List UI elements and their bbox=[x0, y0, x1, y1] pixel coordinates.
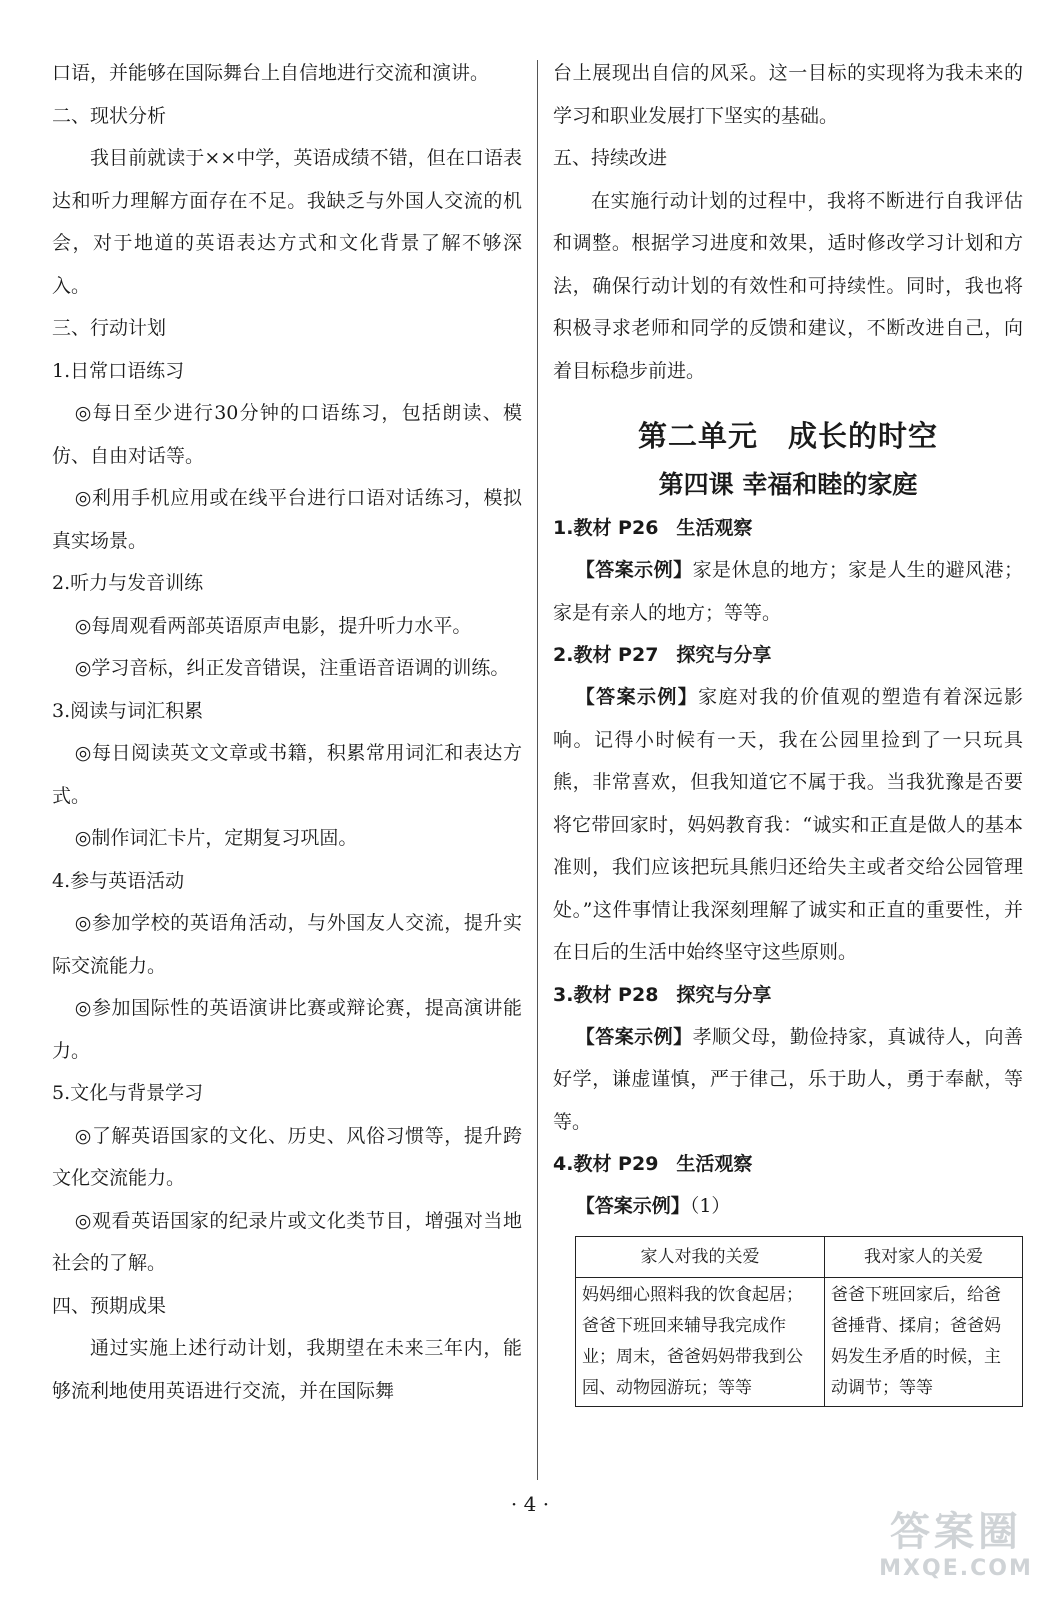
section-heading-improve: 五、持续改进 bbox=[553, 147, 668, 169]
lesson-title: 第四课 幸福和睦的家庭 bbox=[658, 470, 918, 499]
section-heading-plan: 三、行动计划 bbox=[52, 317, 167, 339]
plan-item: ◎学习音标，纠正发音错误，注重语音语调的训练。 bbox=[74, 657, 510, 679]
plan-title: 4.参与英语活动 bbox=[52, 869, 185, 892]
watermark-url: MXQE.COM bbox=[879, 1556, 1033, 1581]
exercise-heading bbox=[553, 634, 1023, 676]
exercise-topic: 探究与分享 bbox=[676, 983, 772, 1006]
exercise-ref: 4.教材 P29 bbox=[553, 1153, 659, 1175]
plan-item: ◎每日至少进行30分钟的口语练习，包括朗读、模仿、自由对话等。 bbox=[52, 402, 522, 467]
plan-item: ◎利用手机应用或在线平台进行口语对话练习，模拟真实场景。 bbox=[52, 487, 522, 552]
continuous-improvement-body: 在实施行动计划的过程中，我将不断进行自我评估和调整。根据学习进度和效果，适时修改学习计划和方法，确保行动计划的有效性和可持续性。同时，我也将积极寻求老师和同学的反馈和建议，不断改进自己，向着目标稳步前进。 bbox=[553, 189, 1023, 382]
column-divider bbox=[537, 60, 538, 1480]
exercise-ref: 2.教材 P27 bbox=[553, 644, 659, 666]
plan-item: ◎每周观看两部英语原声电影，提升听力水平。 bbox=[74, 614, 472, 637]
answer-tag: 【答案示例】 bbox=[575, 686, 699, 708]
table-header: 家人对我的关爱 bbox=[576, 1236, 825, 1277]
watermark-logo-text: 答案圈 bbox=[890, 1509, 1022, 1555]
section-heading-outcome: 四、预期成果 bbox=[52, 1294, 167, 1317]
page-number: · 4 · bbox=[510, 1492, 550, 1516]
plan-title: 2.听力与发音训练 bbox=[52, 572, 204, 594]
watermark bbox=[866, 1508, 1046, 1582]
exercise-heading bbox=[553, 1143, 1023, 1185]
answer-tag: 【答案示例】 bbox=[575, 1195, 690, 1217]
family-care-table bbox=[575, 1236, 1023, 1407]
table-row bbox=[576, 1277, 1023, 1406]
plan-item: ◎每日阅读英文文章或书籍，积累常用词汇和表达方式。 bbox=[52, 742, 522, 807]
answer-text: 家是休息的地方；家是人生的避风港；家是有亲人的地方；等等。 bbox=[553, 559, 1023, 624]
answer-paragraph bbox=[553, 549, 1023, 634]
answer-paragraph bbox=[553, 1016, 1023, 1144]
answer-tag: 【答案示例】 bbox=[575, 559, 693, 581]
table-header: 我对家人的关爱 bbox=[825, 1236, 1023, 1277]
plan-item: ◎观看英语国家的纪录片或文化类节目，增强对当地社会的了解。 bbox=[52, 1209, 522, 1274]
plan-item: ◎参加学校的英语角活动，与外国友人交流，提升实际交流能力。 bbox=[52, 912, 522, 977]
exercise-topic: 生活观察 bbox=[676, 1153, 753, 1175]
table-cell: 妈妈细心照料我的饮食起居；爸爸下班回来辅导我完成作业；周末，爸爸妈妈带我到公园、动物园游玩；等等 bbox=[576, 1277, 825, 1406]
answer-paragraph bbox=[553, 1185, 1023, 1228]
plan-item: ◎参加国际性的英语演讲比赛或辩论赛，提高演讲能力。 bbox=[52, 997, 522, 1062]
table-header-row bbox=[576, 1236, 1023, 1277]
plan-item: ◎了解英语国家的文化、历史、风俗习惯等，提升跨文化交流能力。 bbox=[52, 1124, 522, 1189]
table-cell: 爸爸下班回家后，给爸爸捶背、揉肩；爸爸妈妈发生矛盾的时候，主动调节；等等 bbox=[825, 1277, 1023, 1406]
answer-text: 孝顺父母，勤俭持家，真诚待人，向善好学，谦虚谨慎，严于律己，乐于助人，勇于奉献，等等。 bbox=[553, 1025, 1023, 1133]
answer-text: 家庭对我的价值观的塑造有着深远影响。记得小时候有一天，我在公园里捡到了一只玩具熊，非常喜欢，但我知道它不属于我。当我犹豫是否要将它带回家时，妈妈教育我：“诚实和正直是做人的基本准则，我们应该把玩具熊归还给失主或者交给公园管理处。”这件事情让我深刻理解了诚实和正直的重要性，并在日后的生活中始终坚守这些原则。 bbox=[553, 686, 1023, 963]
answer-tag: 【答案示例】 bbox=[575, 1025, 693, 1048]
plan-title: 1.日常口语练习 bbox=[52, 359, 185, 382]
exercise-ref: 3.教材 P28 bbox=[553, 983, 659, 1006]
right-column bbox=[553, 52, 1023, 1407]
section-heading-status: 二、现状分析 bbox=[52, 104, 167, 127]
intro-continuation: 口语，并能够在国际舞台上自信地进行交流和演讲。 bbox=[52, 62, 490, 84]
expected-outcome-body: 通过实施上述行动计划，我期望在未来三年内，能够流利地使用英语进行交流，并在国际舞 bbox=[52, 1337, 522, 1402]
answer-text: （1） bbox=[689, 1195, 731, 1217]
exercise-topic: 探究与分享 bbox=[676, 644, 772, 666]
exercise-topic: 生活观察 bbox=[676, 517, 753, 539]
left-column bbox=[52, 52, 522, 1412]
plan-title: 3.阅读与词汇积累 bbox=[52, 699, 204, 722]
plan-item: ◎制作词汇卡片，定期复习巩固。 bbox=[74, 827, 358, 849]
plan-title: 5.文化与背景学习 bbox=[52, 1082, 204, 1104]
answer-paragraph bbox=[553, 676, 1023, 974]
outcome-continuation: 台上展现出自信的风采。这一目标的实现将为我未来的学习和职业发展打下坚实的基础。 bbox=[553, 62, 1023, 127]
unit-title: 第二单元 成长的时空 bbox=[637, 419, 938, 453]
exercise-heading bbox=[553, 974, 1023, 1016]
exercise-ref: 1.教材 P26 bbox=[553, 517, 659, 539]
exercise-heading bbox=[553, 507, 1023, 549]
status-analysis-body: 我目前就读于××中学，英语成绩不错，但在口语表达和听力理解方面存在不足。我缺乏与外国人交流的机会，对于地道的英语表达方式和文化背景了解不够深入。 bbox=[52, 147, 522, 297]
